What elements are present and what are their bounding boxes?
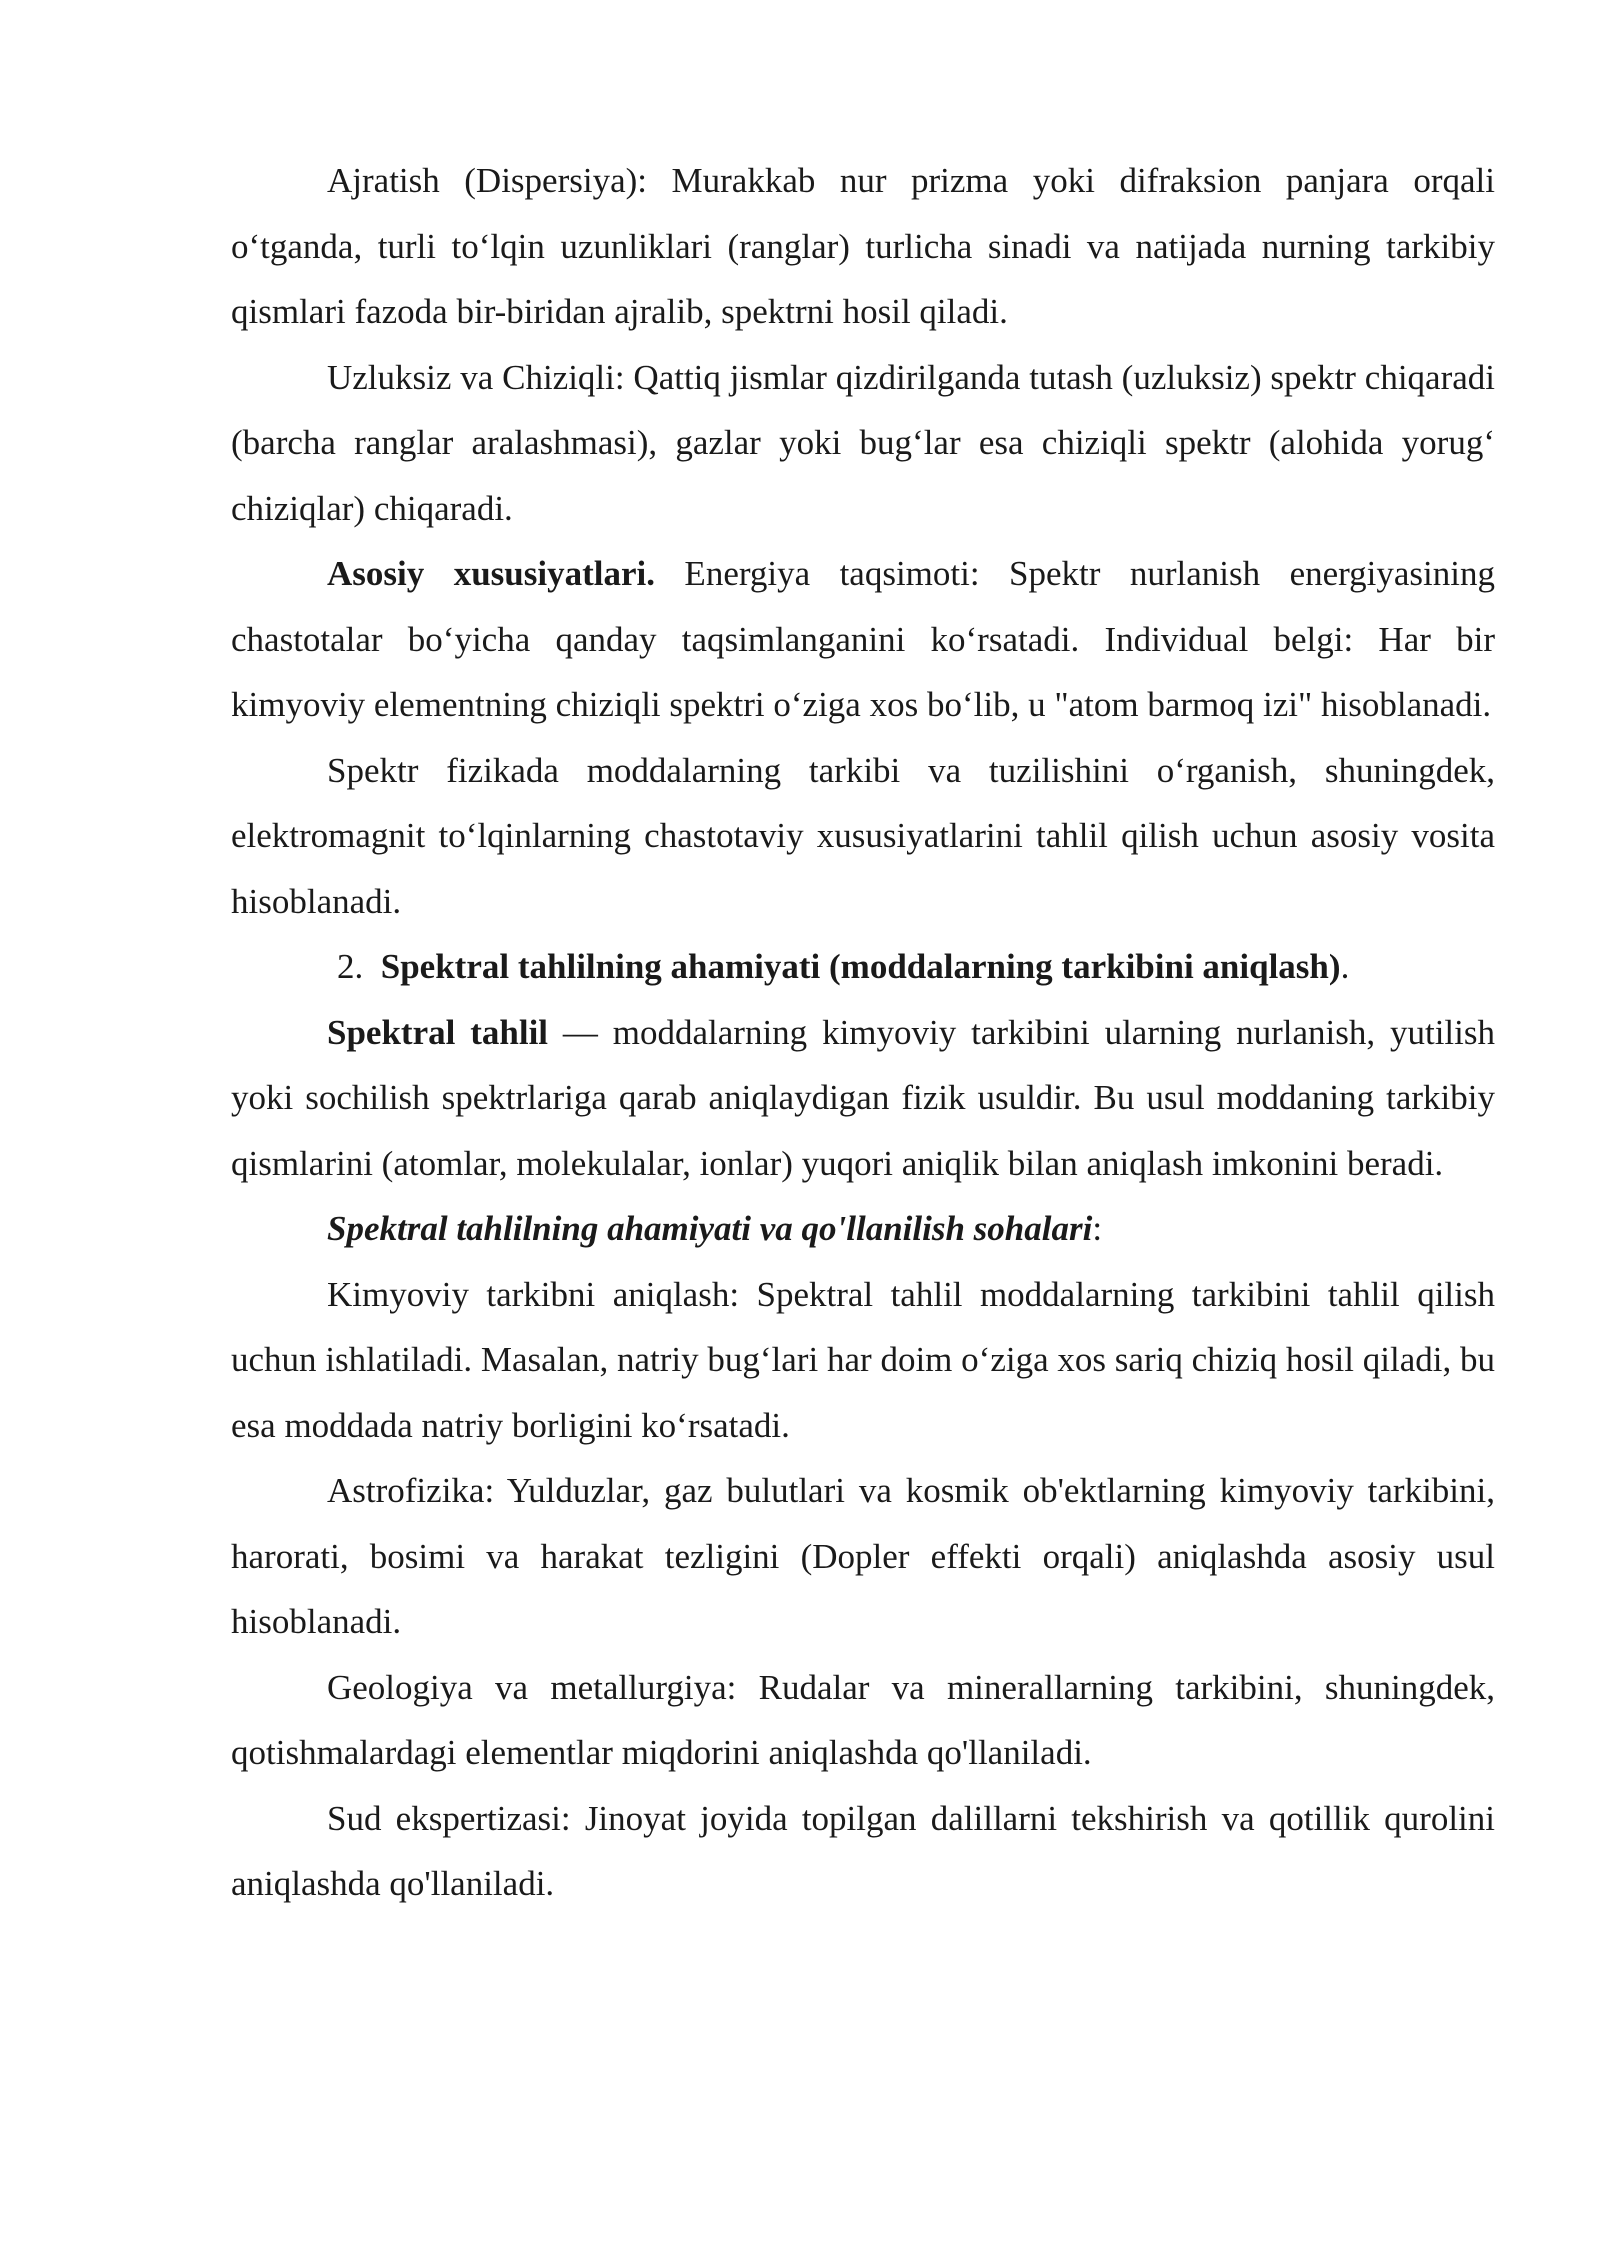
paragraph-forensics: Sud ekspertizasi: Jinoyat joyida topilgan dalillarni tekshirish va qotillik qurolini aniqlashda qo'llaniladi. <box>231 1798 1495 1903</box>
paragraph-chemical-composition: Kimyoviy tarkibni aniqlash: Spektral tahlil moddalarning tarkibini tahlil qilish uchun ishlatiladi. Masalan, natriy bug‘lari har doim o‘ziga xos sariq chiziq hosil qiladi, bu esa moddada natriy borligini ko‘rsatadi. <box>231 1274 1495 1445</box>
paragraph-main-properties <box>231 541 1495 738</box>
paragraph-application-areas <box>231 1196 1495 1262</box>
section-heading <box>231 934 1495 1000</box>
section-title-end: . <box>1340 947 1350 986</box>
section-title: Spektral tahlilning ahamiyati (moddalarning tarkibini aniqlash) <box>380 947 1341 986</box>
spectral-analysis-term: Spektral tahlil <box>327 1012 549 1052</box>
application-areas-colon: : <box>1092 1209 1103 1248</box>
paragraph-continuous-line-spectra: Uzluksiz va Chiziqli: Qattiq jismlar qizdirilganda tutash (uzluksiz) spektr chiqaradi (barcha ranglar aralashmasi), gazlar yoki bug‘lar esa chiziqli spektr (alohida yorug‘ chiziqlar) chiqaradi. <box>231 357 1495 528</box>
paragraph-geology-metallurgy: Geologiya va metallurgiya: Rudalar va minerallarning tarkibini, shuningdek, qotishmalardagi elementlar miqdorini aniqlashda qo'llaniladi. <box>231 1667 1495 1772</box>
properties-heading: Asosiy xususiyatlari. <box>327 554 655 593</box>
paragraph-dispersion: Ajratish (Dispersiya): Murakkab nur prizma yoki difraksion panjara orqali o‘tganda, turli to‘lqin uzunliklari (ranglar) turlicha sinadi va natijada nurning tarkibiy qismlari fazoda bir-biridan ajralib, spektrni hosil qiladi. <box>231 161 1495 331</box>
document-page <box>231 148 1495 1917</box>
properties-text: Energiya taqsimoti: Spektr nurlanish energiyasining chastotalar bo‘yicha qanday taqsimlanganini ko‘rsatadi. Individual belgi: Har bir kimyoviy elementning chiziqli spektri o‘ziga xos bo‘lib, u "atom barmoq izi" hisoblanadi. <box>231 554 1495 724</box>
application-areas-heading: Spektral tahlilning ahamiyati va qo'llanilish sohalari <box>327 1209 1093 1248</box>
paragraph-spectral-analysis <box>231 1000 1495 1197</box>
spectral-analysis-definition: — moddalarning kimyoviy tarkibini ularning nurlanish, yutilish yoki sochilish spektrlariga qarab aniqlaydigan fizik usuldir. Bu usul moddaning tarkibiy qismlarini (atomlar, molekulalar, ionlar) yuqori aniqlik bilan aniqlash imkonini beradi. <box>231 1012 1496 1183</box>
paragraph-astrophysics: Astrofizika: Yulduzlar, gaz bulutlari va kosmik ob'ektlarning kimyoviy tarkibini, harorati, bosimi va harakat tezligini (Dopler effekti orqali) aniqlashda asosiy usul hisoblanadi. <box>231 1471 1495 1641</box>
section-number: 2. <box>337 947 364 986</box>
paragraph-spectrum-tool: Spektr fizikada moddalarning tarkibi va tuzilishini o‘rganish, shuningdek, elektromagnit to‘lqinlarning chastotaviy xususiyatlarini tahlil qilish uchun asosiy vosita hisoblanadi. <box>231 750 1495 921</box>
